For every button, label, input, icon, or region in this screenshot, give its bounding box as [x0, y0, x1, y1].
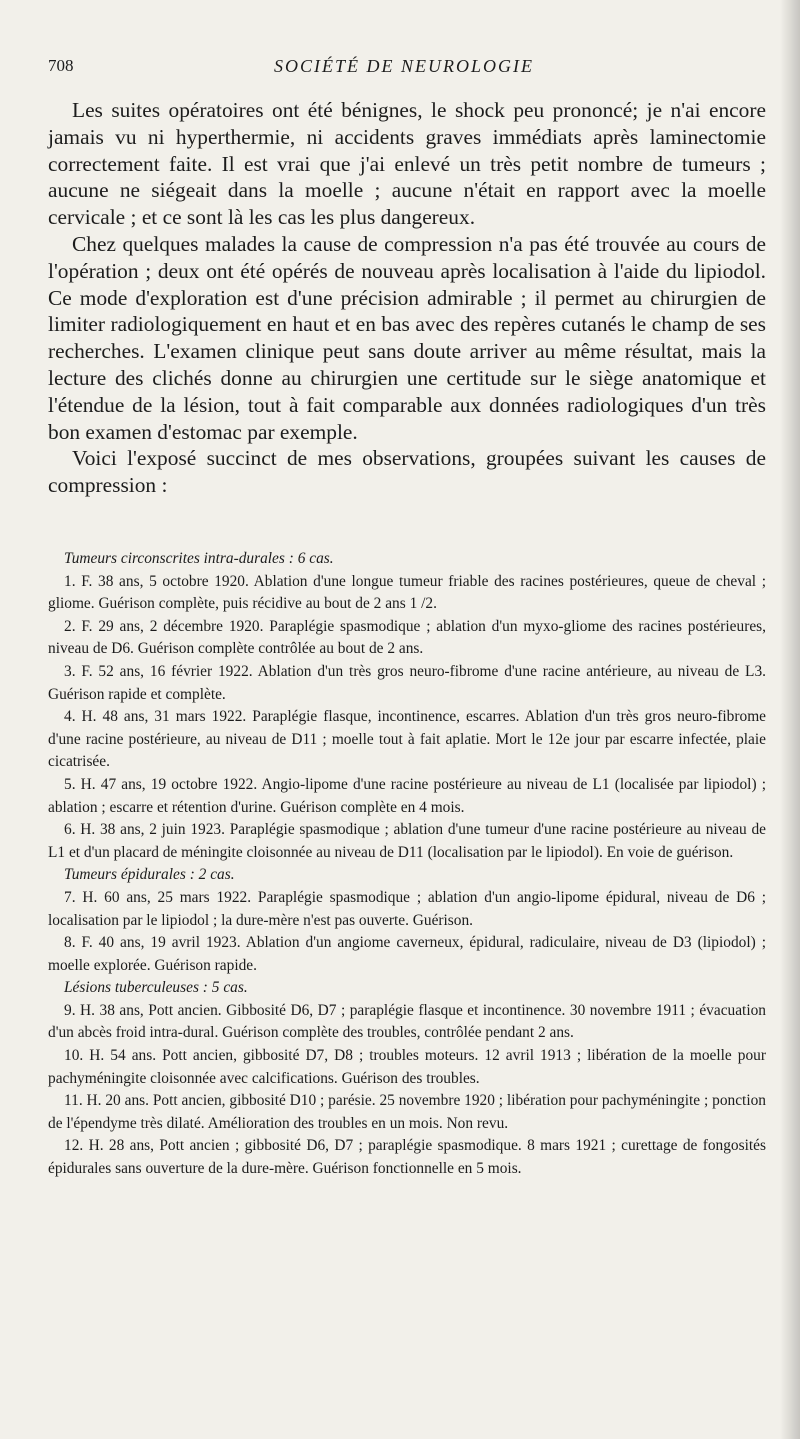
- observation-item: 5. H. 47 ans, 19 octobre 1922. Angio-lipome d'une racine postérieure au niveau de L1 (localisée par lipiodol) ; ablation ; escarre et rétention d'urine. Guérison complète en 4 mois.: [48, 775, 766, 816]
- intro-paragraph: Les suites opératoires ont été bénignes, le shock peu prononcé; je n'ai encore jamais vu ni hyperthermie, ni accidents graves immédiats après laminectomie correctement faite. Il est vrai que j'ai enlevé un très petit nombre de tumeurs ; aucune ne siégeait dans la moelle ; aucune n'était en rapport avec la moelle cervicale ; et ce sont là les cas les plus dangereux.: [48, 98, 766, 230]
- observation-item: 4. H. 48 ans, 31 mars 1922. Paraplégie flasque, incontinence, escarres. Ablation d'un très gros neuro-fibrome d'une racine postérieure, au niveau de D11 ; moelle tout à fait aplatie. Mort le 12e jour par escarre infectée, plaie cicatrisée.: [48, 708, 766, 771]
- section-count: : 6 cas.: [284, 550, 334, 567]
- introduction-text: [48, 97, 766, 499]
- section-title: Tumeurs circonscrites intra-durales: [64, 550, 285, 567]
- page-number: 708: [48, 56, 74, 75]
- intro-paragraph: Voici l'exposé succinct de mes observations, groupées suivant les causes de compression :: [48, 446, 766, 498]
- section-count: : 5 cas.: [198, 979, 248, 997]
- observation-item: 8. F. 40 ans, 19 avril 1923. Ablation d'un angiome caverneux, épidural, radiculaire, niveau de D3 (lipiodol) ; moelle explorée. Guérison rapide.: [48, 934, 766, 974]
- section-heading: [48, 977, 766, 1000]
- page-edge-shadow: [780, 0, 800, 1439]
- section-heading: [48, 864, 766, 887]
- observation-item: 6. H. 38 ans, 2 juin 1923. Paraplégie spasmodique ; ablation d'une tumeur d'une racine postérieure au niveau de L1 et d'un placard de méningite cloisonnée au niveau de D11 (localisation par le lipiodol). En voie de guérison.: [48, 821, 766, 861]
- section-heading: [48, 548, 766, 571]
- observations-list: [48, 548, 766, 1181]
- section-title: Tumeurs épidurales: [64, 866, 186, 884]
- observation-item: 11. H. 20 ans. Pott ancien, gibbosité D10 ; parésie. 25 novembre 1920 ; libération pour pachyméningite ; ponction de l'épendyme très dilaté. Amélioration des troubles en un mois. Non revu.: [48, 1092, 766, 1132]
- observation-item: 9. H. 38 ans, Pott ancien. Gibbosité D6, D7 ; paraplégie flasque et incontinence. 30 novembre 1911 ; évacuation d'un abcès froid intra-dural. Guérison complète des troubles, contrôlée pendant 2 ans.: [48, 1001, 766, 1042]
- observation-item: 1. F. 38 ans, 5 octobre 1920. Ablation d'une longue tumeur friable des racines postérieures, queue de cheval ; gliome. Guérison complète, puis récidive au bout de 2 ans 1 /2.: [48, 572, 766, 613]
- observation-item: 7. H. 60 ans, 25 mars 1922. Paraplégie spasmodique ; ablation d'un angio-lipome épidural, niveau de D6 ; localisation par le lipiodol ; la dure-mère n'est pas ouverte. Guérison.: [48, 888, 766, 929]
- journal-title: SOCIÉTÉ DE NEUROLOGIE: [274, 56, 534, 76]
- observation-item: 2. F. 29 ans, 2 décembre 1920. Paraplégie spasmodique ; ablation d'un myxo-gliome des racines postérieures, niveau de D6. Guérison complète contrôlée au bout de 2 ans.: [48, 617, 766, 658]
- observation-item: 10. H. 54 ans. Pott ancien, gibbosité D7, D8 ; troubles moteurs. 12 avril 1913 ; libération de la moelle pour pachyméningite cloisonnée avec calcifications. Guérison des troubles.: [48, 1047, 766, 1087]
- observation-item: 3. F. 52 ans, 16 février 1922. Ablation d'un très gros neuro-fibrome d'une racine antérieure, au niveau de L3. Guérison rapide et complète.: [48, 662, 766, 703]
- section-title: Lésions tuberculeuses: [64, 979, 199, 997]
- running-header: [48, 56, 760, 80]
- observation-item: 12. H. 28 ans, Pott ancien ; gibbosité D6, D7 ; paraplégie spasmodique. 8 mars 1921 ; curettage de fongosités épidurales sans ouverture de la dure-mère. Guérison fonctionnelle en 5 mois.: [48, 1137, 766, 1178]
- intro-paragraph: Chez quelques malades la cause de compression n'a pas été trouvée au cours de l'opération ; deux ont été opérés de nouveau après localisation à l'aide du lipiodol. Ce mode d'exploration est d'une précision admirable ; il permet au chirurgien de limiter radiologiquement en haut et en bas avec des repères cutanés le champ de ses recherches. L'examen clinique peut sans doute arriver au même résultat, mais la lecture des clichés donne au chirurgien une certitude sur le siège anatomique et l'étendue de la lésion, tout à fait comparable aux données radiologiques d'un très bon examen d'estomac par exemple.: [48, 231, 766, 444]
- section-count: : 2 cas.: [185, 866, 235, 884]
